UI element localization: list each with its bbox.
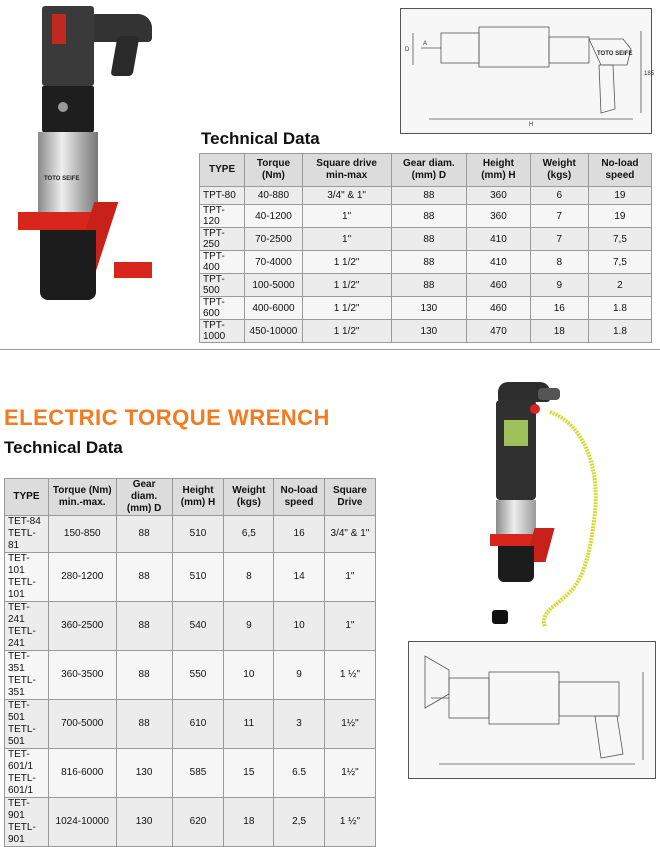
table-cell: 3/4" & 1": [324, 516, 375, 553]
table-cell: 585: [172, 749, 224, 798]
tet-header-gear-diam-mm-d: Gear diam. (mm) D: [116, 479, 172, 516]
electric-wrench-photo: [470, 382, 615, 632]
tet-header-no-load-speed: No-load speed: [274, 479, 325, 516]
table-cell: 8: [224, 553, 274, 602]
type-code-line: TET-84: [8, 516, 41, 527]
tet-header-height-mm-h: Height (mm) H: [172, 479, 224, 516]
table-cell: 7: [530, 228, 588, 251]
table-cell: 1.8: [588, 320, 651, 343]
electric-dimension-drawing: [408, 641, 656, 779]
table-cell: 510: [172, 516, 224, 553]
table-cell: 9: [530, 274, 588, 297]
table-cell: 7: [530, 205, 588, 228]
table-cell: 40-1200: [245, 205, 302, 228]
table-cell: 130: [116, 798, 172, 847]
section-divider: [0, 349, 660, 350]
table-cell: 6.5: [274, 749, 325, 798]
table-cell: 88: [391, 228, 467, 251]
table-cell: TPT-600: [200, 297, 245, 320]
photo-brand-label: TOTO SEIFE: [44, 176, 80, 182]
table-cell: 70-2500: [245, 228, 302, 251]
table-cell: 9: [224, 602, 274, 651]
table-cell: 100-5000: [245, 274, 302, 297]
table-cell: 14: [274, 553, 325, 602]
table-cell: [5, 798, 49, 847]
table-cell: 3/4" & 1": [302, 187, 391, 205]
table-cell: 70-4000: [245, 251, 302, 274]
table-cell: 1.8: [588, 297, 651, 320]
tpt-header-height-mm-h: Height (mm) H: [467, 154, 530, 187]
tpt-header-no-load-speed: No-load speed: [588, 154, 651, 187]
table-cell: 2,5: [274, 798, 325, 847]
type-code-line: TETL-901: [8, 822, 36, 845]
type-code-line: TET-501: [8, 700, 30, 723]
table-cell: TPT-500: [200, 274, 245, 297]
type-code-line: TET-351: [8, 651, 30, 674]
table-cell: 6,5: [224, 516, 274, 553]
type-code-line: TETL-101: [8, 577, 36, 600]
table-cell: 15: [224, 749, 274, 798]
table-cell: [5, 602, 49, 651]
table-cell: 130: [391, 297, 467, 320]
type-code-line: TET-601/1: [8, 749, 34, 772]
table-row: [5, 553, 376, 602]
table-cell: 1 1/2": [302, 251, 391, 274]
tpt-header-square-drive-min-max: Square drive min-max: [302, 154, 391, 187]
table-cell: 18: [530, 320, 588, 343]
table-cell: 88: [391, 274, 467, 297]
table-cell: 1 1/2": [302, 297, 391, 320]
table-cell: 3: [274, 700, 325, 749]
table-cell: [5, 651, 49, 700]
table-cell: 88: [391, 187, 467, 205]
table-cell: 10: [274, 602, 325, 651]
table-row: [5, 602, 376, 651]
table-cell: 470: [467, 320, 530, 343]
table-cell: 1 ½": [324, 798, 375, 847]
table-cell: 610: [172, 700, 224, 749]
table-cell: 88: [391, 205, 467, 228]
table-row: [5, 516, 376, 553]
table-cell: [5, 749, 49, 798]
type-code-line: TETL-81: [8, 528, 36, 551]
table-cell: 1½": [324, 749, 375, 798]
table-cell: 700-5000: [48, 700, 116, 749]
table-cell: 7,5: [588, 228, 651, 251]
table-cell: 1": [302, 205, 391, 228]
table-cell: 8: [530, 251, 588, 274]
table-cell: 16: [274, 516, 325, 553]
table-cell: 19: [588, 187, 651, 205]
table-cell: [5, 553, 49, 602]
table-row: [200, 187, 652, 205]
table-cell: 410: [467, 251, 530, 274]
drawing-label-d: D: [405, 47, 410, 53]
table-cell: 620: [172, 798, 224, 847]
table-cell: 6: [530, 187, 588, 205]
type-code-line: TETL-351: [8, 675, 36, 698]
table-cell: 410: [467, 228, 530, 251]
table-cell: 16: [530, 297, 588, 320]
table-cell: TPT-120: [200, 205, 245, 228]
pneumatic-dimension-drawing: [400, 8, 655, 134]
type-code-line: TETL-601/1: [8, 773, 36, 796]
table-row: [5, 651, 376, 700]
tpt-header-weight-kgs: Weight (kgs): [530, 154, 588, 187]
tpt-spec-table: [199, 153, 652, 343]
tet-header-type: TYPE: [5, 479, 49, 516]
table-cell: 1 1/2": [302, 274, 391, 297]
table-cell: 816-6000: [48, 749, 116, 798]
table-cell: 11: [224, 700, 274, 749]
table-row: [5, 749, 376, 798]
table-cell: 19: [588, 205, 651, 228]
table-cell: 460: [467, 274, 530, 297]
table-cell: 130: [391, 320, 467, 343]
table-cell: 360: [467, 205, 530, 228]
type-code-line: TETL-241: [8, 626, 36, 649]
tpt-header-gear-diam-mm-d: Gear diam. (mm) D: [391, 154, 467, 187]
tpt-header-type: TYPE: [200, 154, 245, 187]
table-cell: 40-880: [245, 187, 302, 205]
table-cell: 1 1/2": [302, 320, 391, 343]
table-row: [200, 228, 652, 251]
type-code-line: TET-101: [8, 553, 30, 576]
table-cell: [5, 700, 49, 749]
table-row: [200, 205, 652, 228]
table-cell: 150-850: [48, 516, 116, 553]
table-row: [200, 297, 652, 320]
type-code-line: TETL-501: [8, 724, 36, 747]
table-cell: 130: [116, 749, 172, 798]
table-cell: 1½": [324, 700, 375, 749]
table-cell: 88: [116, 553, 172, 602]
electric-torque-wrench-title: ELECTRIC TORQUE WRENCH: [4, 405, 330, 430]
drawing-label-height: 185: [644, 71, 655, 77]
table-cell: TPT-250: [200, 228, 245, 251]
table-cell: 550: [172, 651, 224, 700]
tpt-technical-data-heading: Technical Data: [201, 129, 320, 148]
table-cell: 7,5: [588, 251, 651, 274]
table-cell: 510: [172, 553, 224, 602]
table-cell: 2: [588, 274, 651, 297]
tet-spec-table: [4, 478, 376, 847]
table-cell: 88: [116, 700, 172, 749]
drawing-label-length: H: [529, 122, 534, 128]
table-cell: 1": [302, 228, 391, 251]
table-cell: [5, 516, 49, 553]
type-code-line: TET-901: [8, 798, 30, 821]
table-cell: 360-3500: [48, 651, 116, 700]
table-cell: 1024-10000: [48, 798, 116, 847]
reaction-arm: [18, 212, 96, 230]
table-cell: 360-2500: [48, 602, 116, 651]
table-cell: 460: [467, 297, 530, 320]
table-cell: TPT-400: [200, 251, 245, 274]
table-cell: TPT-80: [200, 187, 245, 205]
tet-header-torque-nm-min-max: Torque (Nm) min.-max.: [48, 479, 116, 516]
table-row: [200, 320, 652, 343]
pneumatic-wrench-photo: [18, 6, 168, 306]
tet-header-weight-kgs: Weight (kgs): [224, 479, 274, 516]
drawing-label-a: A: [423, 41, 428, 47]
table-cell: 18: [224, 798, 274, 847]
table-cell: TPT-1000: [200, 320, 245, 343]
table-row: [5, 700, 376, 749]
table-row: [200, 274, 652, 297]
tet-header-square-drive: Square Drive: [324, 479, 375, 516]
table-cell: 400-6000: [245, 297, 302, 320]
table-cell: 280-1200: [48, 553, 116, 602]
table-cell: 540: [172, 602, 224, 651]
table-cell: 1 ½": [324, 651, 375, 700]
table-cell: 88: [116, 602, 172, 651]
drawing-brand: TOTO SEIFE: [597, 51, 633, 57]
table-cell: 88: [116, 516, 172, 553]
tpt-header-torque-nm: Torque (Nm): [245, 154, 302, 187]
table-cell: 88: [116, 651, 172, 700]
table-cell: 9: [274, 651, 325, 700]
table-cell: 1": [324, 553, 375, 602]
table-cell: 88: [391, 251, 467, 274]
table-cell: 360: [467, 187, 530, 205]
table-cell: 1": [324, 602, 375, 651]
tet-technical-data-heading: Technical Data: [4, 438, 123, 457]
table-row: [5, 798, 376, 847]
type-code-line: TET-241: [8, 602, 30, 625]
table-cell: 10: [224, 651, 274, 700]
table-row: [200, 251, 652, 274]
table-cell: 450-10000: [245, 320, 302, 343]
